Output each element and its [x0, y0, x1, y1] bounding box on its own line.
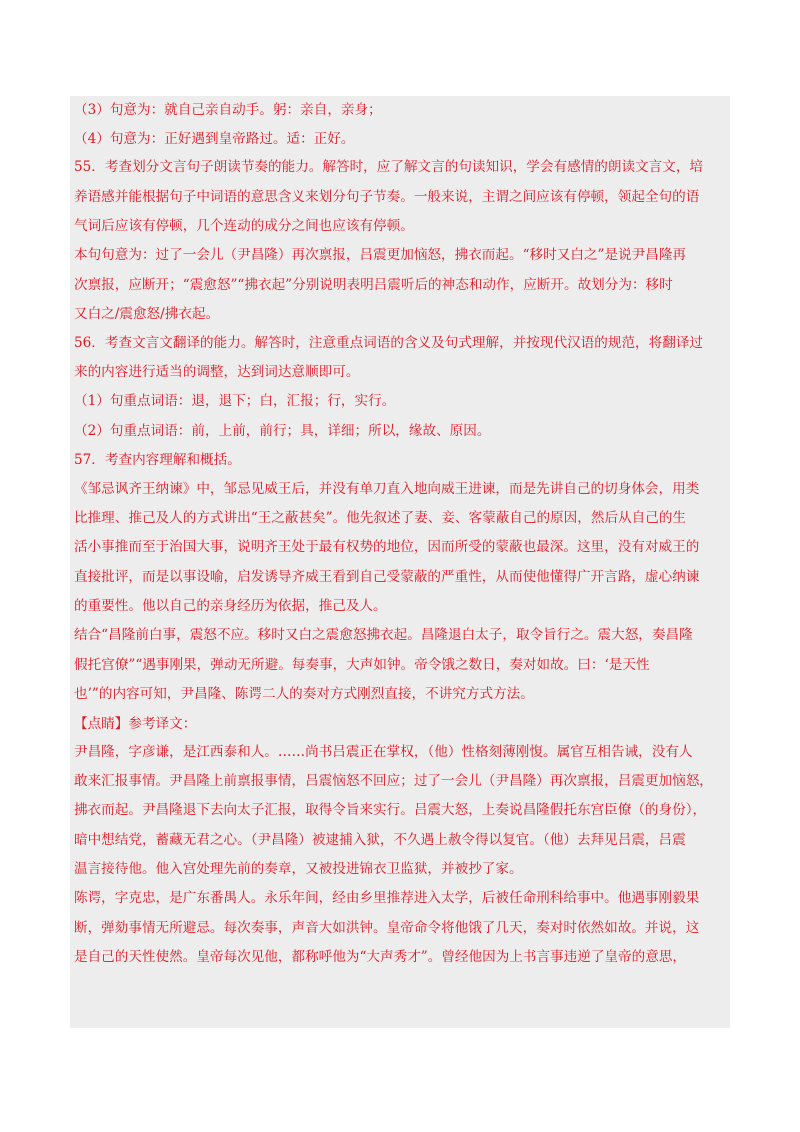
- section-heading: 【点睛】参考译文：: [74, 716, 197, 732]
- text-line: 陈谔，字克忠，是广东番禺人。永乐年间，经由乡里推荐进入太学，后被任命刑科给事中。他遇事刚毅果: [74, 890, 700, 906]
- text-line: 直接批评，而是以事设喻，启发诱导齐威王看到自己受蒙蔽的严重性，从而使他懂得广开言路，虚心纳谏: [74, 569, 700, 585]
- text-line: （1）句重点词语：退，退下；白，汇报；行，实行。: [74, 393, 396, 409]
- text-line: 又白之/震愈怒/拂衣起。: [74, 306, 220, 322]
- text-line: 55．考查划分文言句子朗读节奏的能力。解答时，应了解文言的句读知识，学会有感情的朗读文言文，培: [74, 159, 704, 175]
- text-line: 《邹忌讽齐王纳谏》中，邹忌见威王后，并没有单刀直入地向威王进谏，而是先讲自己的切身体会，用类: [74, 481, 700, 497]
- text-line: （3）句意为：就自己亲自动手。躬：亲自，亲身；: [74, 102, 382, 118]
- text-line: 57．考查内容理解和概括。: [74, 452, 241, 468]
- text-line: 养语感并能根据句子中词语的意思含义来划分句子节奏。一般来说，主谓之间应该有停顿，领起全句的语: [74, 189, 700, 205]
- text-line: （2）句重点词语：前，上前，前行；具，详细；所以，缘故、原因。: [74, 423, 491, 439]
- text-line: 断，弹劾事情无所避忌。每次奏事，声音大如洪钟。皇帝命令将他饿了几天，奏对时依然如故。并说，这: [74, 920, 700, 936]
- text-line: 也’”的内容可知，尹昌隆、陈谔二人的奏对方式刚烈直接，不讲究方式方法。: [74, 686, 534, 702]
- text-line: 来的内容进行适当的调整，达到词达意顺即可。: [74, 364, 360, 380]
- text-line: 尹昌隆，字彦谦，是江西泰和人。……尚书吕震正在掌权，（他）性格刻薄刚愎。属官互相告诫，没有人: [74, 744, 693, 760]
- document-body: [70, 96, 730, 1028]
- text-line: 次禀报，应断开；“震愈怒”“拂衣起”分别说明表明吕震听后的神态和动作，应断开。故划分为：移时: [74, 277, 673, 293]
- text-line: 暗中想结党，蓄藏无君之心。（尹昌隆）被逮捕入狱，不久遇上赦令得以复官。（他）去拜见吕震，吕震: [74, 832, 686, 848]
- text-line: 气词后应该有停顿，几个连动的成分之间也应该有停顿。: [74, 218, 414, 234]
- text-line: 比推理、推己及人的方式讲出“王之蔽甚矣”。他先叙述了妻、妾、客蒙蔽自己的原因，然后从自己的生: [74, 510, 687, 526]
- text-line: 结合“昌隆前白事，震怒不应。移时又白之震愈怒拂衣起。昌隆退白太子，取令旨行之。震大怒，奏昌隆: [74, 627, 693, 643]
- text-line: 本句句意为：过了一会儿（尹昌隆）再次禀报，吕震更加恼怒，拂衣而起。“移时又白之”是说尹昌隆再: [74, 247, 687, 263]
- text-line: 敢来汇报事情。尹昌隆上前禀报事情，吕震恼怒不回应；过了一会儿（尹昌隆）再次禀报，吕震更加恼怒，: [74, 773, 713, 789]
- text-line: （4）句意为：正好遇到皇帝路过。适：正好。: [74, 131, 355, 147]
- text-line: 是自己的天性使然。皇帝每次见他，都称呼他为“大声秀才”。曾经他因为上书言事违逆了皇帝的意思，: [74, 949, 687, 965]
- text-line: 活小事推而至于治国大事，说明齐王处于最有权势的地位，因而所受的蒙蔽也最深。这里，没有对威王的: [74, 539, 700, 555]
- text-line: 温言接待他。他入宫处理先前的奏章，又被投进锦衣卫监狱，并被抄了家。: [74, 861, 523, 877]
- text-line: 56．考查文言文翻译的能力。解答时，注意重点词语的含义及句式理解，并按现代汉语的规范，将翻译过: [74, 335, 704, 351]
- text-line: 假托宫僚”“遇事刚果，弹动无所避。每奏事，大声如钟。帝令饿之数日，奏对如故。曰：‘是天性: [74, 657, 650, 673]
- text-line: 的重要性。他以自己的亲身经历为依据，推己及人。: [74, 598, 387, 614]
- text-line: 拂衣而起。尹昌隆退下去向太子汇报，取得令旨来实行。吕震大怒，上奏说昌隆假托东宫臣僚（的身份），: [74, 802, 707, 818]
